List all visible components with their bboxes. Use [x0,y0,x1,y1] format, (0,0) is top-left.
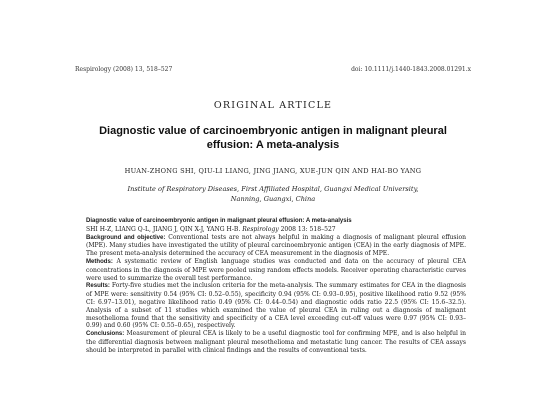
methods-text: A systematic review of English language studies was conducted and data on the accuracy of pleural CEA concentrations in the diagnosis of MPE were pooled using random effects models. Receiver operating characteristic curves were used to summarize the overall test performance. [86,257,466,282]
abstract-background [86,234,466,258]
methods-label: Methods: [86,258,113,265]
affiliation [110,184,436,204]
results-label: Results: [86,283,110,290]
journal-citation: Respirology (2008) 13, 518–527 [75,66,173,73]
abstract-conclusions [86,330,466,354]
article-title: Diagnostic value of carcinoembryonic antigen in malignant pleural effusion: A meta-analysis [99,125,447,151]
affiliation-line-1: Institute of Respiratory Diseases, First Affiliated Hospital, Guangxi Medical University, [127,185,419,193]
abstract-methods [86,258,466,282]
conclusions-label: Conclusions: [86,331,125,338]
citation-volume-pages: 2008 13: 518–527 [280,225,336,233]
conclusions-text: Measurement of pleural CEA is likely to be a useful diagnostic tool for confirming MPE, and is also helpful in the differential diagnosis between malignant pleural mesothelioma and metastatic lung cancer. The results of CEA assays should be interpreted in parallel with clinical findings and the results of conventional tests. [86,330,466,354]
abstract [86,218,466,355]
article-type-heading: ORIGINAL ARTICLE [213,100,333,111]
background-label: Background and objective: [86,234,166,241]
abstract-results [86,282,466,330]
affiliation-line-2: Nanning, Guangxi, China [230,195,316,203]
background-text: Conventional tests are not always helpful in making a diagnosis of malignant pleural effusion (MPE). Many studies have investigated the utility of pleural carcinoembryonic antigen (CEA) in the early diagnosis of MPE. The present meta-analysis determined the accuracy of CEA measurement in the diagnosis of MPE. [86,233,466,258]
citation-journal: Respirology [242,225,279,233]
results-text: Forty-five studies met the inclusion criteria for the meta-analysis. The summary estimates for CEA in the diagnosis of MPE were: sensitivity 0.54 (95% CI: 0.52–0.55), specificity 0.94 (95% CI: 0.93–0.95), positive likelihood ratio 9.52 (95% CI: 6.97–13.01), negative likelihood ratio 0.49 (95% CI: 0.44–0.54) and diagnostic odds ratio 22.5 (95% CI: 15.6–32.5). Analysis of a subset of 11 studies which examined the value of pleural CEA in ruling out a diagnosis of malignant mesothelioma found that the sensitivity and specificity of a CEA level exceeding cut-off values were 0.97 (95% CI: 0.93–0.99) and 0.60 (95% CI: 0.55–0.65), respectively. [86,282,466,330]
author-list: HUAN-ZHONG SHI, QIU-LI LIANG, JING JIANG, XUE-JUN QIN AND HAI-BO YANG [124,167,422,175]
abstract-title: Diagnostic value of carcinoembryonic antigen in malignant pleural effusion: A meta-analysis [86,218,352,224]
citation-authors: SHI H-Z, LIANG Q-L, JIANG J, QIN X-J, YANG H-B. [86,225,241,233]
abstract-citation [86,226,466,234]
doi-link[interactable]: doi: 10.1111/j.1440-1843.2008.01291.x [351,66,471,73]
